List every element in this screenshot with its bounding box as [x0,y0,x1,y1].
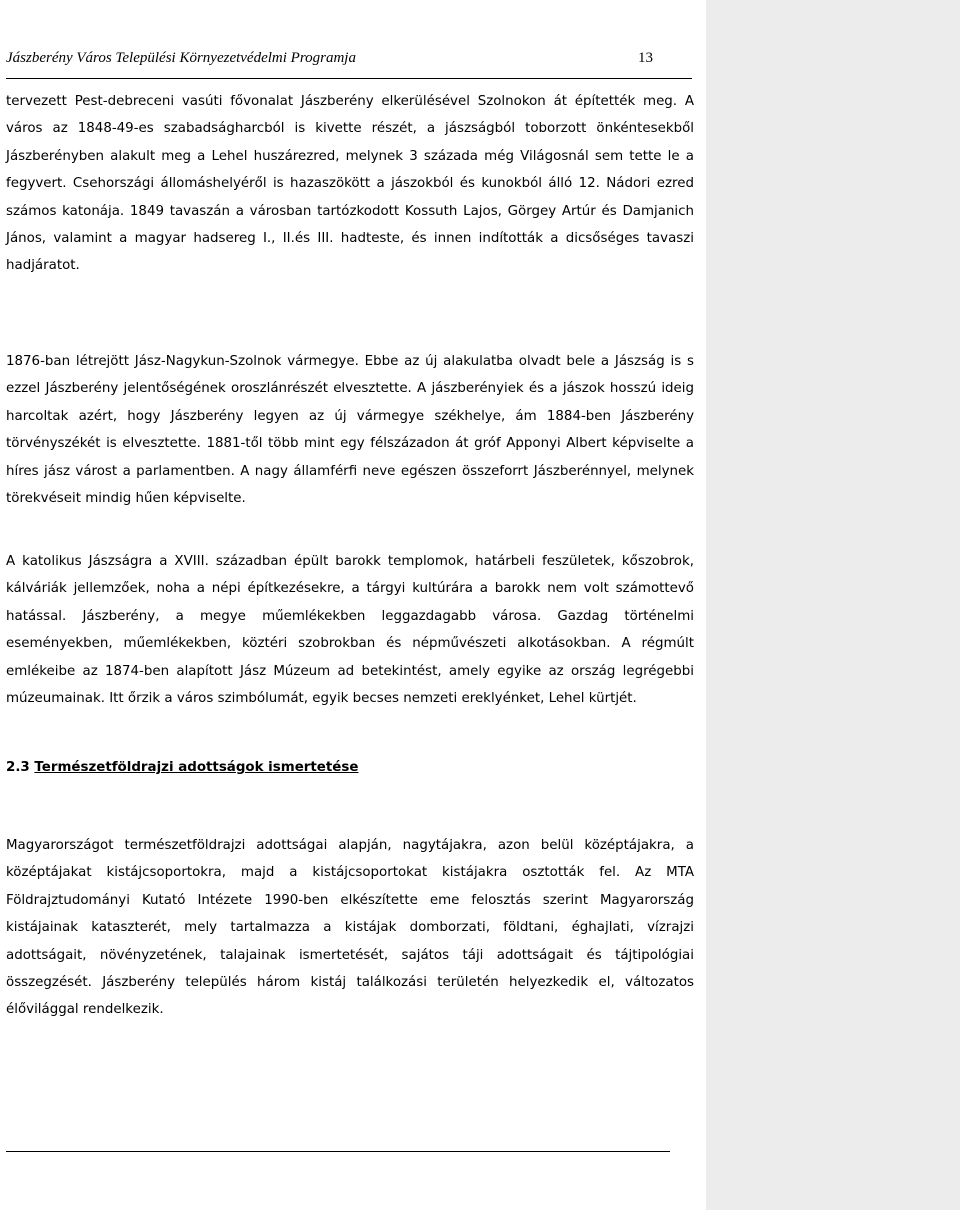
comment-margin [706,0,960,1210]
paragraph-geography: Magyarországot természetföldrajzi adottságai alapján, nagytájakra, azon belül középtájakra, a középtájakat kistájcsoportokra, majd a kistájcsoportokat kistájakra osztották fel. Az MTA Földrajztudományi Kutató Intézete 1990-ben elkészítette eme felosztás szerint Magyarország kistájainak kataszterét, mely tartalmazza a kistájak domborzati, földtani, éghajlati, vízrajzi adottságait, növényzetének, talajainak ismertetését, sajátos táji adottságait és tájtipológiai összegzését. Jászberény település három kistáj találkozási területén helyezkedik el, változatos élővilággal rendelkezik. [6,838,694,1018]
section-heading [6,760,358,775]
page-number: 13 [638,50,653,66]
document-title: Jászberény Város Települési Környezetvédelmi Programja [6,50,356,66]
paragraph-1848-49: tervezett Pest-debreceni vasúti fővonalat Jászberény elkerülésével Szolnokon át építették meg. A város az 1848-49-es szabadságharcból is kivette részét, a jászságból toborzott önkéntesekből Jászberényben alakult meg a Lehel huszárezred, melynek 3 százada még Világosnál sem tette le a fegyvert. Csehországi állomáshelyéről is hazaszökött a jászokból és kunokból álló 12. Nádori ezred számos katonája. 1849 tavaszán a városban tartózkodott Kossuth Lajos, Görgey Artúr és Damjanich János, valamint a magyar hadsereg I., II.és III. hadteste, és innen indították a dicsőséges tavaszi hadjáratot. [6,94,694,274]
paragraph-1876: 1876-ban létrejött Jász-Nagykun-Szolnok vármegye. Ebbe az új alakulatba olvadt bele a Jászság is s ezzel Jászberény jelentőségének oroszlánrészét elvesztette. A jászberényiek és a jászok hosszú ideig harcoltak azért, hogy Jászberény legyen az új vármegye székhelye, ám 1884-ben Jászberény törvényszékét is elvesztette. 1881-től több mint egy félszázadon át gróf Apponyi Albert képviselte a híres jász várost a parlamentben. A nagy államférfi neve egészen összeforrt Jászberénnyel, melynek törekvéseit mindig hűen képviselte. [6,354,694,507]
footer-divider [6,1151,670,1152]
section-number: 2.3 [6,760,30,775]
paragraph-baroque: A katolikus Jászságra a XVIII. században épült barokk templomok, határbeli feszületek, kőszobrok, kálváriák jellemzőek, noha a népi építkezésekre, a tárgyi kultúrára a barokk nem volt számottevő hatással. Jászberény, a megye műemlékekben leggazdagabb városa. Gazdag történelmi eseményekben, műemlékekben, köztéri szobrokban és népművészeti alkotásokban. A régmúlt emlékeibe az 1874-ben alapított Jász Múzeum ad betekintést, amely egyike az ország legrégebbi múzeumainak. Itt őrzik a város szimbólumát, egyik becses nemzeti ereklyénket, Lehel kürtjét. [6,554,694,707]
section-title: Természetföldrajzi adottságok ismertetése [34,760,359,775]
header-divider [6,78,692,79]
page-header [6,50,692,70]
